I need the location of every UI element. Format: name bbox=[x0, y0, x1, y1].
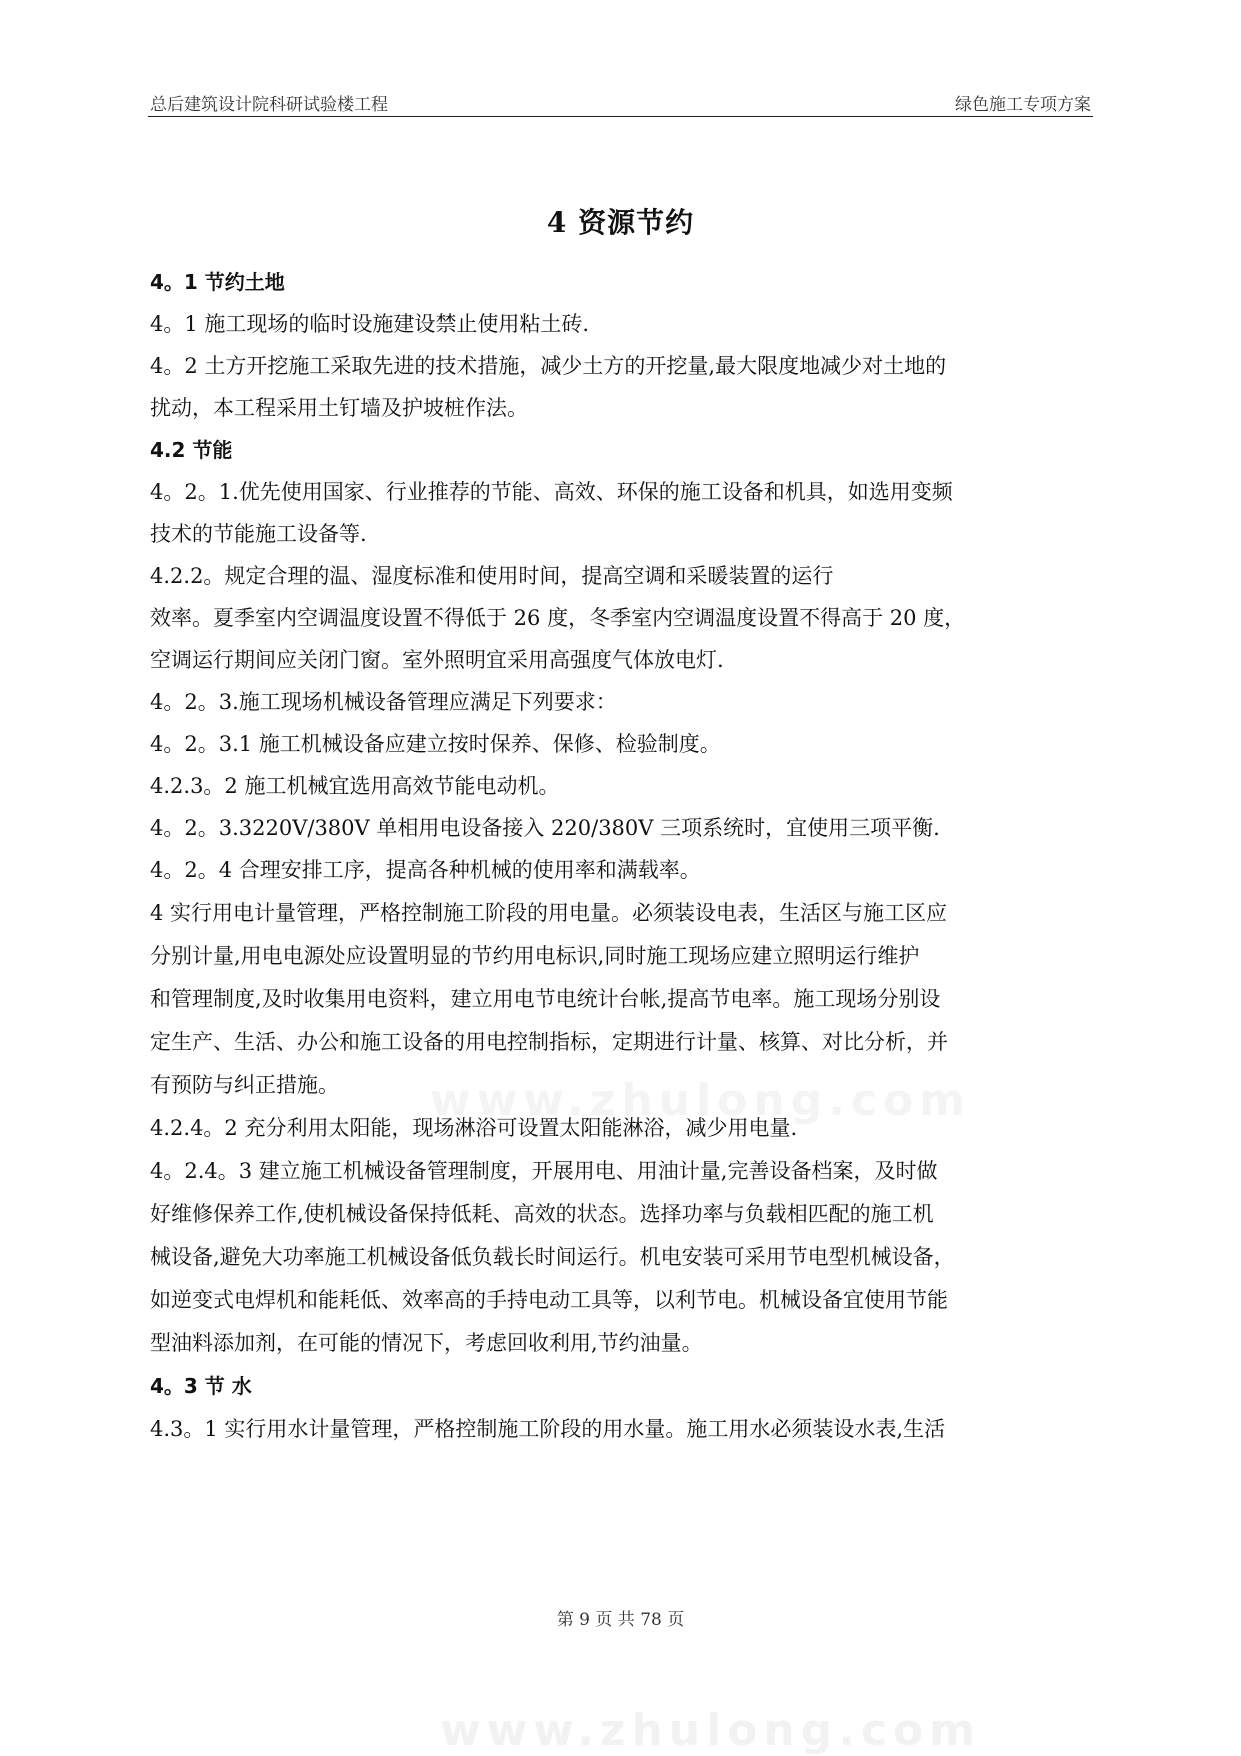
paragraph-line: 好维修保养工作,使机械设备保持低耗、高效的状态。选择功率与负载相匹配的施工机 bbox=[150, 1202, 934, 1226]
subsection-heading-water: 4。3 节 水 bbox=[150, 1374, 252, 1398]
paragraph-line: 分别计量,用电电源处应设置明显的节约用电标识,同时施工现场应建立照明运行维护 bbox=[150, 944, 920, 968]
paragraph-line: 技术的节能施工设备等. bbox=[150, 522, 367, 546]
watermark: www.zhulong.com bbox=[440, 1705, 982, 1756]
subsection-heading-land: 4。1 节约土地 bbox=[150, 270, 285, 294]
paragraph-line: 4。2。3.3220V/380V 单相用电设备接入 220/380V 三项系统时，宜使用三项平衡. bbox=[150, 816, 940, 840]
section-title: 4 资源节约 bbox=[546, 206, 695, 239]
paragraph-line: 4。2。3.1 施工机械设备应建立按时保养、保修、检验制度。 bbox=[150, 732, 721, 756]
paragraph-line: 和管理制度,及时收集用电资料，建立用电节电统计台帐,提高节电率。施工现场分别设 bbox=[150, 987, 941, 1011]
paragraph-line: 4。2 土方开挖施工采取先进的技术措施，减少土方的开挖量,最大限度地减少对土地的 bbox=[150, 354, 947, 378]
header-project-name: 总后建筑设计院科研试验楼工程 bbox=[150, 95, 388, 115]
paragraph-line: 4.2.2。规定合理的温、湿度标准和使用时间，提高空调和采暖装置的运行 bbox=[150, 564, 834, 588]
paragraph-line: 4。2.4。3 建立施工机械设备管理制度，开展用电、用油计量,完善设备档案，及时做 bbox=[150, 1159, 938, 1183]
paragraph-line: 4。2。4 合理安排工序，提高各种机械的使用率和满载率。 bbox=[150, 858, 701, 882]
paragraph-line: 4.2.3。2 施工机械宜选用高效节能电动机。 bbox=[150, 774, 560, 798]
header-document-type: 绿色施工专项方案 bbox=[955, 95, 1091, 115]
paragraph-line: 定生产、生活、办公和施工设备的用电控制指标，定期进行计量、核算、对比分析，并 bbox=[150, 1030, 948, 1054]
watermark: www.zhulong.com bbox=[430, 1075, 972, 1126]
paragraph-line: 如逆变式电焊机和能耗低、效率高的手持电动工具等，以利节电。机械设备宜使用节能 bbox=[150, 1288, 948, 1312]
page-number-footer: 第 9 页 共 78 页 bbox=[556, 1610, 685, 1630]
paragraph-line: 4 实行用电计量管理，严格控制施工阶段的用电量。必须装设电表，生活区与施工区应 bbox=[150, 901, 948, 925]
paragraph-line: 空调运行期间应关闭门窗。室外照明宜采用高强度气体放电灯. bbox=[150, 648, 724, 672]
paragraph-line: 4.3。1 实行用水计量管理，严格控制施工阶段的用水量。施工用水必须装设水表,生活 bbox=[150, 1417, 946, 1441]
paragraph-line: 效率。夏季室内空调温度设置不得低于 26 度，冬季室内空调温度设置不得高于 20 度， bbox=[150, 606, 966, 630]
paragraph-line: 扰动，本工程采用土钉墙及护坡桩作法。 bbox=[150, 396, 528, 420]
paragraph-line: 械设备,避免大功率施工机械设备低负载长时间运行。机电安装可采用节电型机械设备， bbox=[150, 1245, 955, 1269]
paragraph-line: 4。1 施工现场的临时设施建设禁止使用粘土砖. bbox=[150, 312, 590, 336]
paragraph-line: 4.2.4。2 充分利用太阳能，现场淋浴可设置太阳能淋浴，减少用电量. bbox=[150, 1116, 798, 1140]
page-header bbox=[148, 88, 1093, 117]
paragraph-line: 4。2。3.施工现场机械设备管理应满足下列要求： bbox=[150, 690, 617, 714]
paragraph-line: 有预防与纠正措施。 bbox=[150, 1073, 339, 1097]
paragraph-line: 4。2。1.优先使用国家、行业推荐的节能、高效、环保的施工设备和机具，如选用变频 bbox=[150, 480, 953, 504]
paragraph-line: 型油料添加剂，在可能的情况下，考虑回收利用,节约油量。 bbox=[150, 1331, 703, 1355]
document-body bbox=[150, 264, 1095, 1447]
subsection-heading-energy: 4.2 节能 bbox=[150, 438, 233, 462]
